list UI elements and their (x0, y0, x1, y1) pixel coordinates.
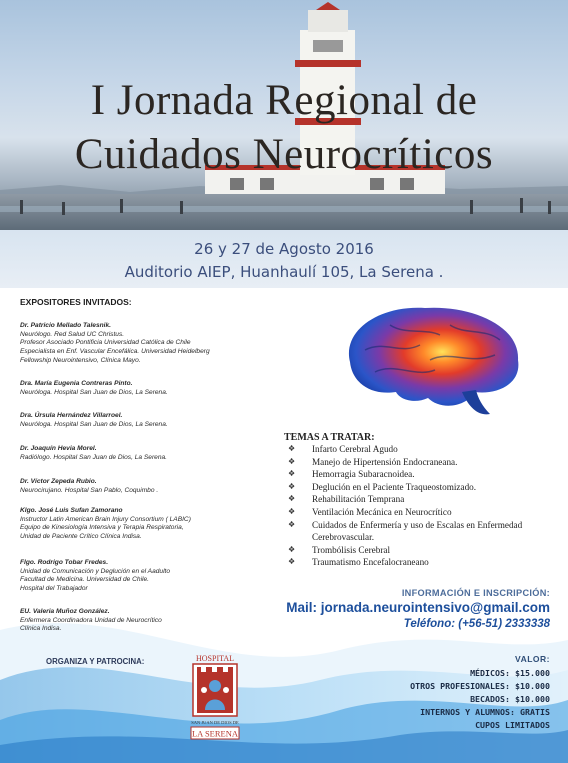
hospital-logo (187, 652, 243, 742)
speaker-detail: Neuróloga. Hospital San Juan de Dios, La Serena. (20, 420, 168, 428)
speaker-name: Flgo. Rodrigo Tobar Fredes. (20, 559, 109, 566)
speaker-name: Dra. María Eugenia Contreras Pinto. (20, 380, 133, 387)
speaker-name: Dr. Víctor Zepeda Rubio. (20, 478, 97, 485)
price-item: CUPOS LIMITADOS (475, 720, 550, 730)
speaker-detail: Fellowship Neurointensivo, Clínica Mayo. (20, 356, 141, 364)
speaker-detail: Especialista en Enf. Vascular Encefálica. Universidad Heidelberg (20, 348, 210, 356)
organizer-heading: ORGANIZA Y PATROCINA: (46, 657, 145, 666)
diamond-bullet-icon: ❖ (288, 519, 296, 529)
topic-item: ❖ Infarto Cerebral Agudo (288, 444, 398, 454)
speaker-detail: Hospital del Trabajador (20, 585, 88, 593)
speaker-contreras (20, 380, 290, 397)
speaker-detail: Equipo de Kinesiología Intensiva y Terapia Respiratoria, (20, 524, 184, 532)
topic-item: ❖ Trombólisis Cerebral (288, 544, 391, 555)
diamond-bullet-icon: ❖ (288, 481, 296, 491)
logo-caption: SAN JUAN DE DIOS DE (191, 720, 239, 725)
speaker-detail: Neuróloga. Hospital San Juan de Dios, La Serena. (20, 388, 168, 396)
price-item: INTERNOS Y ALUMNOS: GRATIS (420, 707, 550, 717)
topic-item: ❖ Rehabilitación Temprana (288, 494, 405, 505)
diamond-bullet-icon: ❖ (288, 456, 296, 466)
price-item: BECADOS: $10.000 (470, 694, 550, 704)
speaker-name: Dra. Úrsula Hernández Villarroel. (20, 412, 123, 419)
diamond-bullet-icon: ❖ (288, 544, 296, 554)
topic-item: ❖ Cuidados de Enfermería y uso de Escalas en Enfermedad Cerebrovascular. (288, 519, 523, 543)
contact-phone[interactable]: Teléfono: (+56-51) 2333338 (403, 618, 550, 630)
diamond-bullet-icon: ❖ (288, 557, 296, 567)
price-heading: VALOR: (515, 654, 550, 664)
contact-email[interactable]: Mail: jornada.neurointensivo@gmail.com (286, 600, 550, 615)
logo-top-text: HOSPITAL (195, 654, 235, 663)
info-heading: INFORMACIÓN E INSCRIPCIÓN: (401, 588, 550, 598)
speaker-detail: Neurólogo. Red Salud UC Christus. (20, 330, 125, 338)
topic-item: ❖ Manejo de Hipertensión Endocraneana. (288, 456, 458, 467)
speaker-detail: Profesor Asociado Pontificia Universidad Católica de Chile (20, 339, 191, 347)
speaker-zepeda (20, 478, 290, 495)
diamond-bullet-icon: ❖ (288, 494, 296, 504)
speaker-sufan (20, 507, 290, 542)
hero-banner (0, 0, 568, 230)
speaker-detail: Unidad de Paciente Crítico Clínica Indisa. (20, 533, 142, 541)
speaker-detail: Radiólogo. Hospital San Juan de Dios, La Serena. (20, 453, 167, 461)
speaker-detail: Enfermera Coordinadora Unidad de Neurocrítico (20, 616, 162, 624)
speaker-name: Klgo. José Luis Sufan Zamorano (20, 507, 123, 514)
speaker-munoz (20, 608, 290, 634)
speaker-detail: Instructor Latin American Brain Injury Consortium ( LABIC) (20, 515, 191, 523)
event-title-line1: I Jornada Regional de (90, 77, 478, 124)
topics-heading: TEMAS A TRATAR: (284, 432, 375, 443)
speaker-detail: Unidad de Comunicación y Deglución en el Aadulto (20, 567, 171, 575)
event-title-line2: Cuidados Neurocríticos (74, 131, 494, 178)
diamond-bullet-icon: ❖ (288, 444, 296, 453)
topic-item: ❖ Hemorragia Subaracnoidea. (288, 469, 415, 480)
event-date: 26 y 27 de Agosto 2016 (194, 240, 374, 258)
speakers-heading: EXPOSITORES INVITADOS: (20, 297, 132, 307)
topics-list (288, 443, 568, 569)
speaker-name: Dr. Joaquín Hevia Morel. (20, 445, 97, 452)
speaker-name: Dr. Patricio Mellado Talesnik. (20, 322, 111, 329)
price-list (410, 667, 550, 732)
diamond-bullet-icon: ❖ (288, 506, 296, 516)
speaker-name: EU. Valeria Muñoz González. (20, 608, 110, 615)
logo-city: LA SERENA (191, 728, 239, 739)
speaker-hevia (20, 445, 290, 462)
speaker-detail: Clínica Indisa. (20, 625, 62, 633)
price-item: OTROS PROFESIONALES: $10.000 (410, 681, 550, 691)
speaker-tobar (20, 559, 290, 594)
topic-item: ❖ Traumatismo Encefalocraneano (288, 557, 429, 568)
speaker-mellado (20, 322, 290, 366)
diamond-bullet-icon: ❖ (288, 469, 296, 479)
event-venue: Auditorio AIEP, Huanhaulí 105, La Serena . (124, 263, 444, 281)
brain-illustration (330, 300, 530, 420)
speaker-hernandez (20, 412, 290, 429)
topic-item: ❖ Deglución en el Paciente Traqueostomizado. (288, 481, 477, 492)
price-item: MÉDICOS: $15.000 (470, 668, 550, 678)
speaker-detail: Neurocirujano. Hospital San Pablo, Coquimbo . (20, 486, 159, 494)
topic-item: ❖ Ventilación Mecánica en Neurocrítico (288, 506, 452, 517)
speaker-detail: Facultad de Medicina. Universidad de Chile. (20, 576, 150, 584)
